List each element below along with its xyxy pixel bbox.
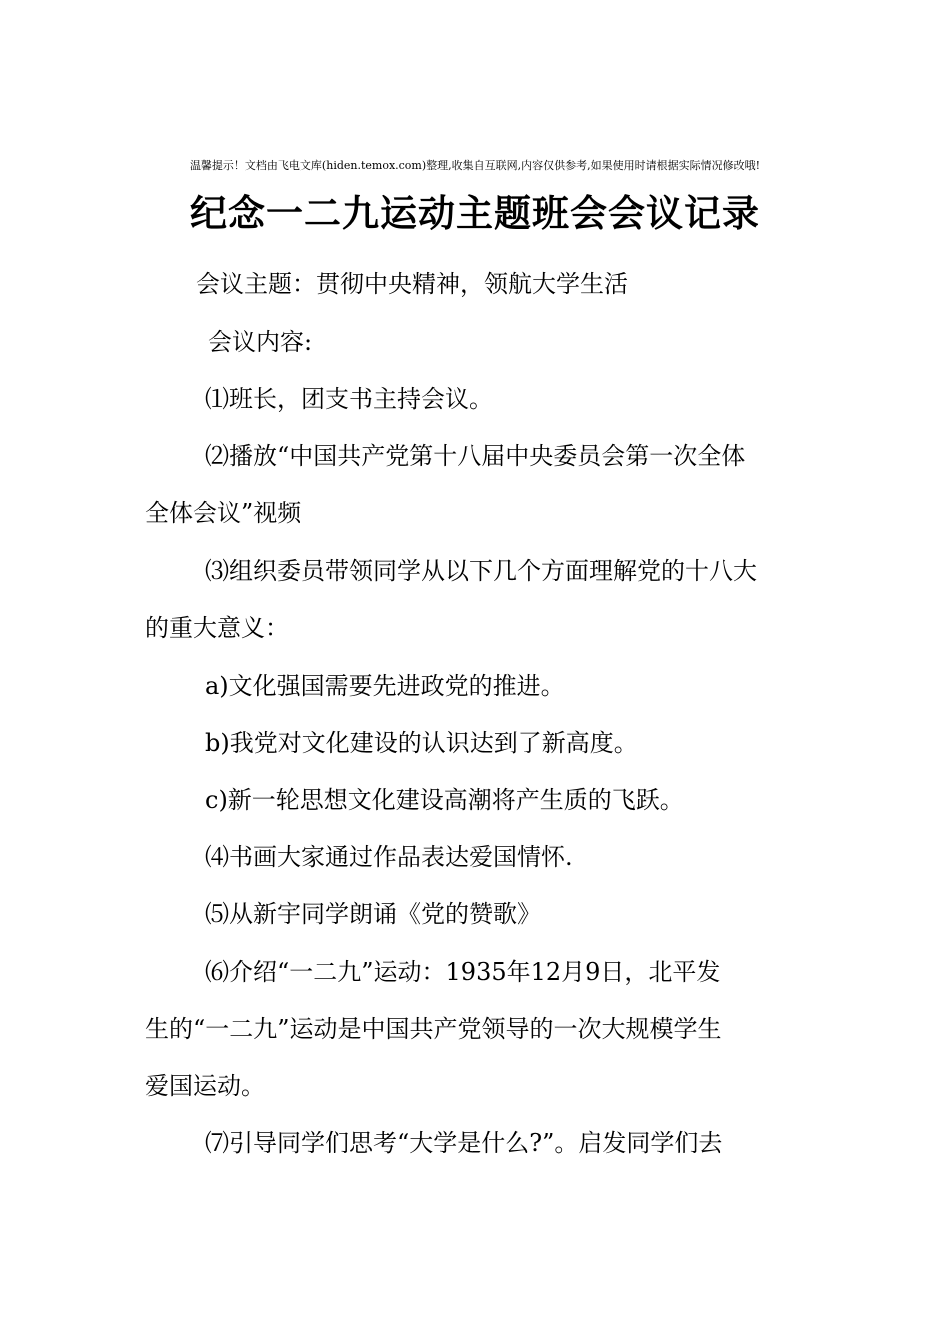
item-2-line-1: ⑵播放“中国共产党第十八届中央委员会第一次全体 xyxy=(205,442,746,470)
item-3-line-1: ⑶组织委员带领同学从以下几个方面理解党的十八大 xyxy=(205,557,757,585)
item-6-line-1: ⑹介绍“一二九”运动：1935年12月9日，北平发 xyxy=(205,958,721,986)
item-3-line-2: 的重大意义： xyxy=(145,614,289,642)
item-7-line-1: ⑺引导同学们思考“大学是什么?”。启发同学们去 xyxy=(205,1129,723,1157)
item-1: ⑴班长，团支书主持会议。 xyxy=(205,385,493,413)
document-notice: 温馨提示！文档由飞电文库(hiden.temox.com)整理,收集自互联网,内容仅供参考,如果使用时请根据实际情况修改哦! xyxy=(189,159,761,172)
sub-item-a: a)文化强国需要先进政党的推进。 xyxy=(205,672,565,700)
sub-item-b: b)我党对文化建设的认识达到了新高度。 xyxy=(205,729,638,757)
item-5: ⑸从新宇同学朗诵《党的赞歌》 xyxy=(205,900,541,928)
item-6-line-3: 爱国运动。 xyxy=(145,1072,265,1100)
sub-item-c: c)新一轮思想文化建设高潮将产生质的飞跃。 xyxy=(205,786,684,814)
item-4: ⑷书画大家通过作品表达爱国情怀. xyxy=(205,843,573,871)
item-6-line-2: 生的“一二九”运动是中国共产党领导的一次大规模学生 xyxy=(145,1015,722,1043)
document-title: 纪念一二九运动主题班会会议记录 xyxy=(190,192,760,235)
meeting-topic: 会议主题：贯彻中央精神，领航大学生活 xyxy=(196,270,628,298)
item-2-line-2: 全体会议”视频 xyxy=(145,499,302,527)
content-heading: 会议内容: xyxy=(208,328,313,356)
